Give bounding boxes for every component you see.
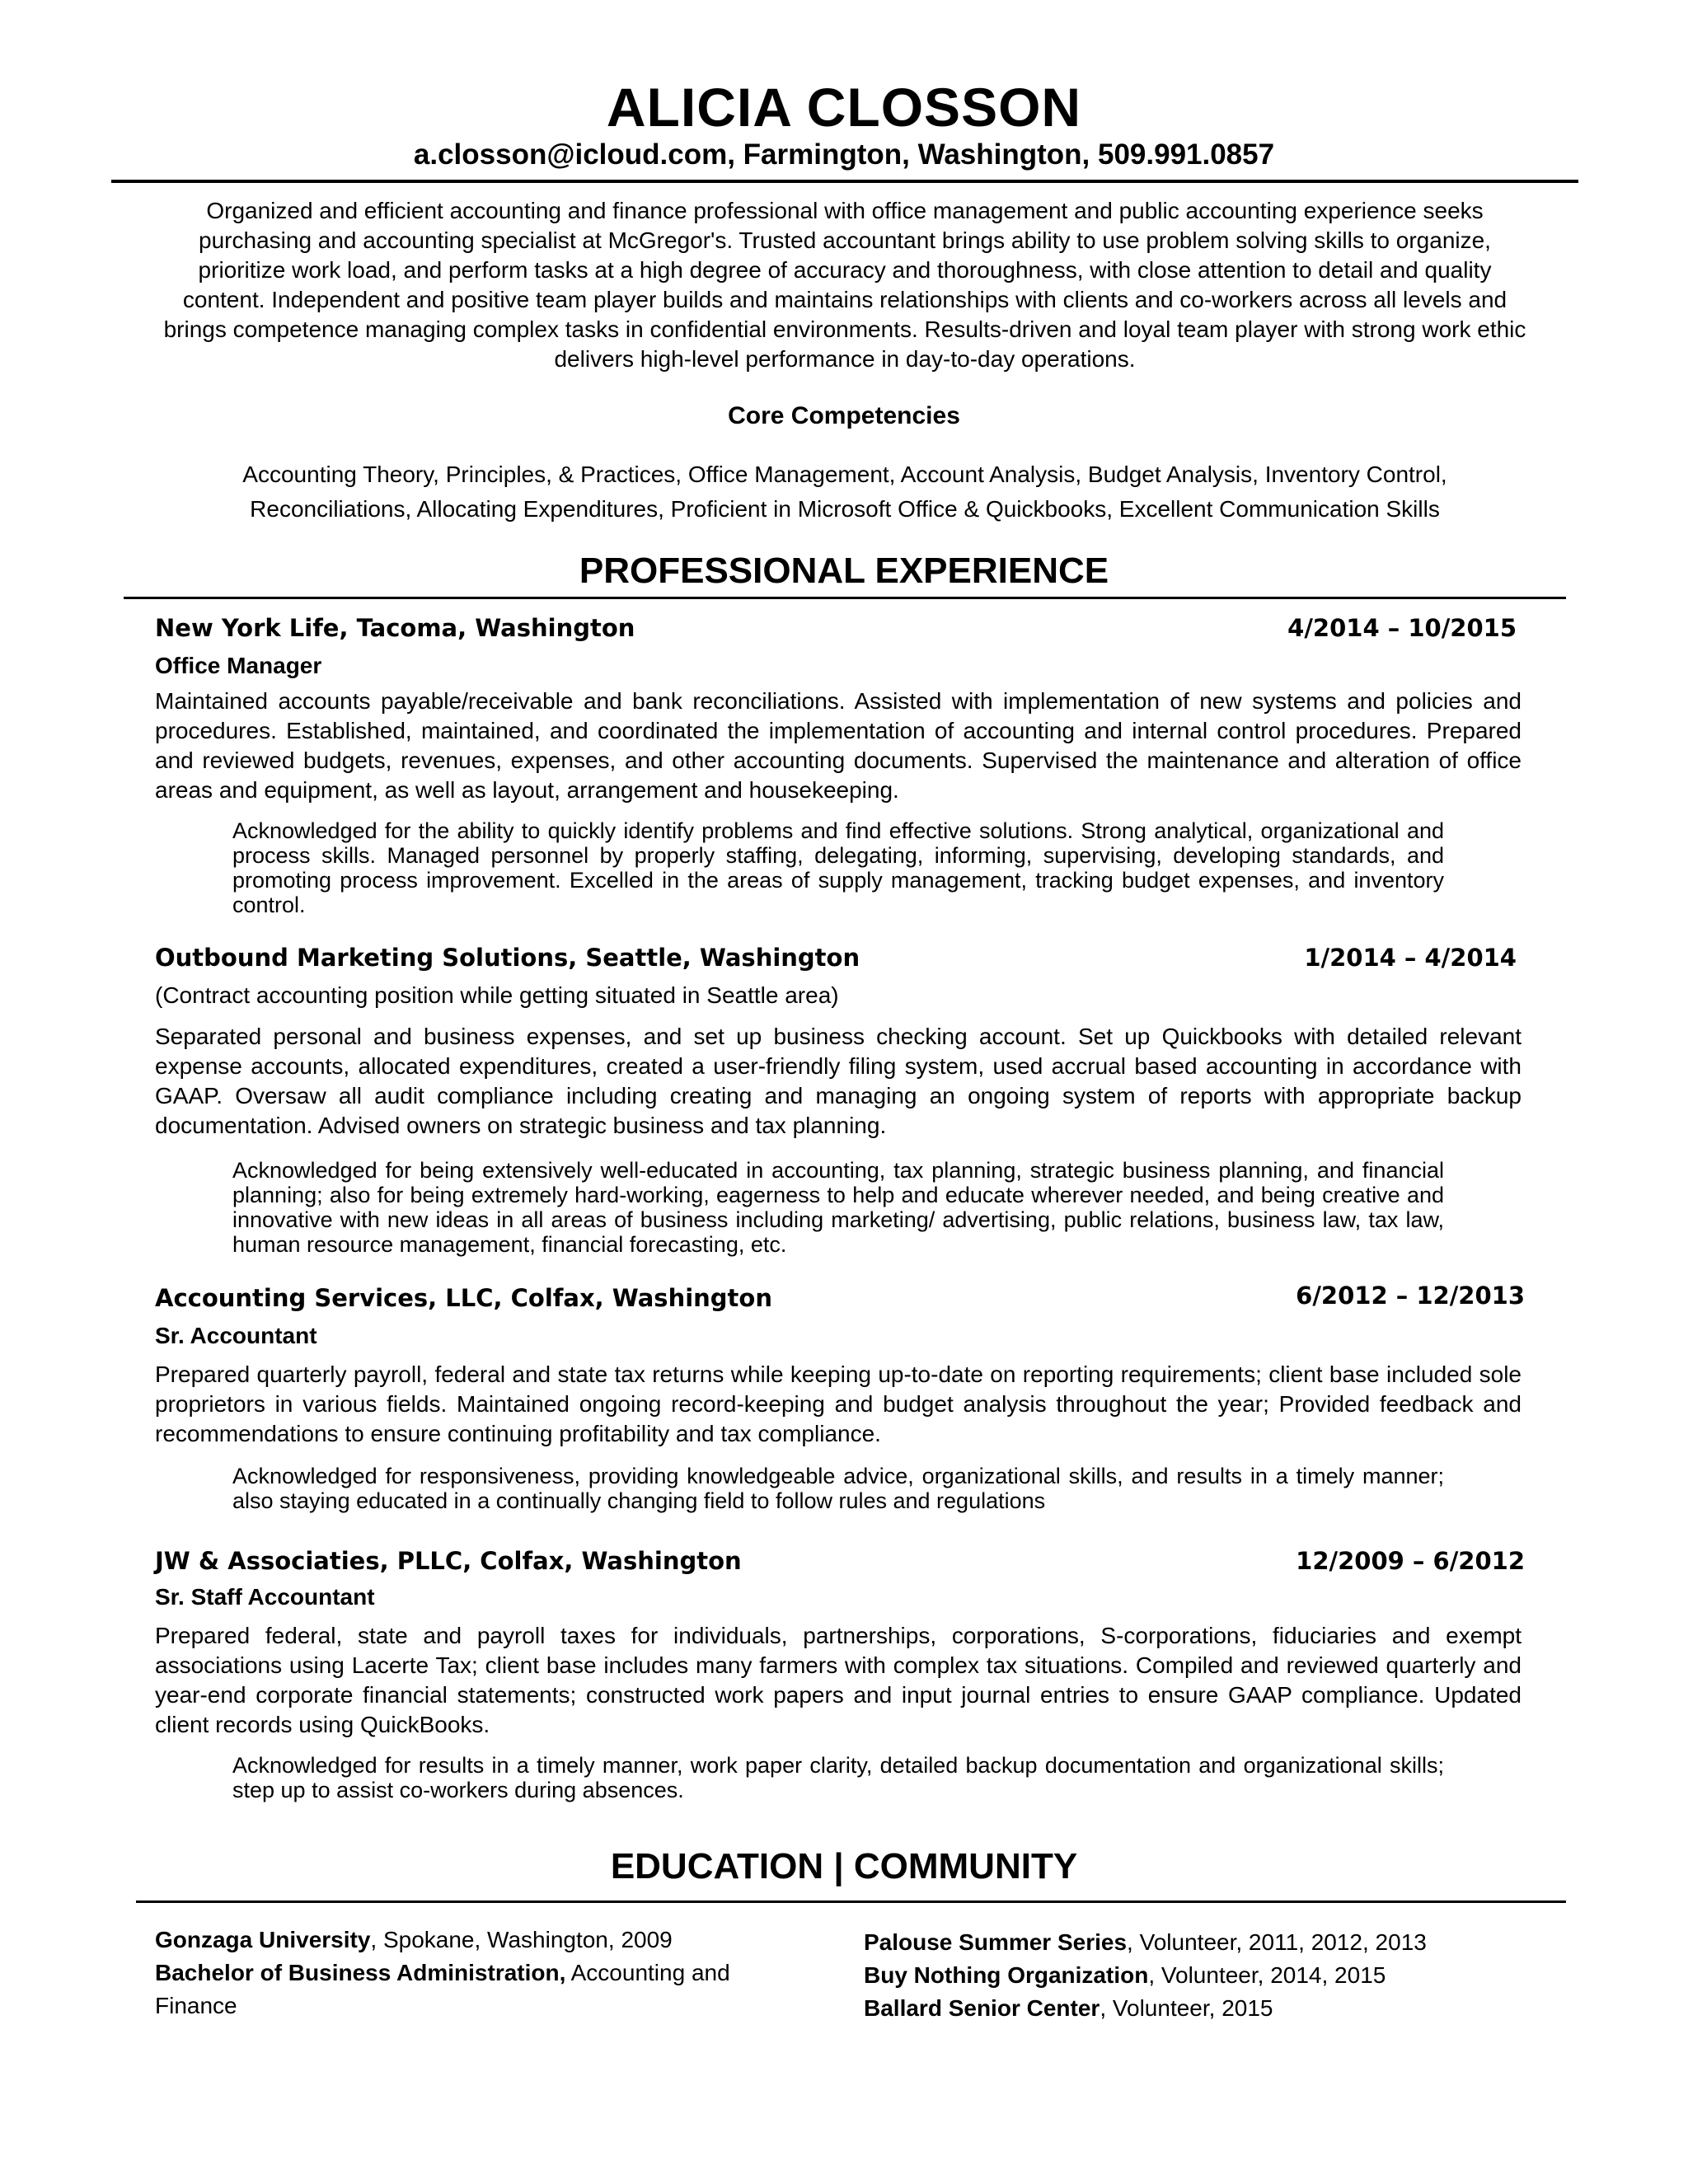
job-company: New York Life, Tacoma, Washington xyxy=(155,614,635,642)
degree-name: Bachelor of Business Administration, xyxy=(155,1960,566,1985)
education-heading: EDUCATION | COMMUNITY xyxy=(610,1846,1078,1886)
school-detail: , Spokane, Washington, 2009 xyxy=(370,1927,673,1952)
community-detail: , Volunteer, 2015 xyxy=(1100,1995,1273,2021)
competencies-line: Reconciliations, Allocating Expenditures, Proficient in Microsoft Office & Quickbooks, Excellent Communication Skills xyxy=(250,496,1440,522)
experience-heading: PROFESSIONAL EXPERIENCE xyxy=(579,551,1109,591)
experience-divider xyxy=(124,597,1566,599)
job-dates: 1/2014 – 4/2014 xyxy=(1304,944,1517,972)
community-detail: , Volunteer, 2011, 2012, 2013 xyxy=(1127,1929,1427,1955)
community-org: Palouse Summer Series xyxy=(864,1929,1128,1955)
job-description: Prepared federal, state and payroll taxes for individuals, partnerships, corporations, S-corporations, fiduciaries and exempt associations using Lacerte Tax; client base includes many farmers with complex tax situations. Compiled and reviewed quarterly and year-end corporate financial statements; constructed work papers and input journal entries to ensure GAAP compliance. Updated client records using QuickBooks. xyxy=(155,1623,1522,1737)
header-divider xyxy=(111,180,1578,183)
job-title: Sr. Accountant xyxy=(155,1323,317,1348)
school-name: Gonzaga University xyxy=(155,1927,371,1952)
job-acknowledgement: Acknowledged for results in a timely manner, work paper clarity, detailed backup documentation and organizational skills; step up to assist co-workers during absences. xyxy=(232,1753,1444,1802)
job-description: Prepared quarterly payroll, federal and state tax returns while keeping up-to-date on reporting requirements; client base included sole proprietors in various fields. Maintained ongoing record-keeping and budget analysis throughout the year; Provided feedback and recommendations to ensure continuing profitability and tax compliance. xyxy=(155,1361,1522,1446)
education-column xyxy=(155,1924,806,2022)
competencies-list xyxy=(165,457,1525,527)
competencies-line: Accounting Theory, Principles, & Practices, Office Management, Account Analysis, Budget Analysis, Inventory Control, xyxy=(242,462,1447,487)
job-company: Outbound Marketing Solutions, Seattle, Washington xyxy=(155,944,860,972)
contact-line: a.closson@icloud.com, Farmington, Washington, 509.991.0857 xyxy=(413,138,1275,171)
community-item xyxy=(864,1992,1564,2025)
community-detail: , Volunteer, 2014, 2015 xyxy=(1148,1962,1386,1988)
job-description: Maintained accounts payable/receivable and bank reconciliations. Assisted with implementation of new systems and policies and procedures. Established, maintained, and coordinated the implementation of accounting and internal control procedures. Prepared and reviewed budgets, revenues, expenses, and other accounting documents. Supervised the maintenance and alteration of office areas and equipment, as well as layout, arrangement and housekeeping. xyxy=(155,688,1522,803)
education-divider xyxy=(136,1900,1566,1903)
education-degree xyxy=(155,1957,806,2022)
competencies-heading: Core Competencies xyxy=(728,402,960,429)
job-dates: 4/2014 – 10/2015 xyxy=(1287,614,1517,642)
community-item xyxy=(864,1959,1564,1992)
community-item xyxy=(864,1926,1564,1959)
job-company: JW & Associaties, PLLC, Colfax, Washington xyxy=(155,1547,742,1575)
job-acknowledgement: Acknowledged for being extensively well-educated in accounting, tax planning, strategic business planning, and financial planning; also for being extremely hard-working, eagerness to help and educate wherever needed, and being creative and innovative with new ideas in all areas of business including marketing/ advertising, public relations, business law, tax law, human resource management, financial forecasting, etc. xyxy=(232,1158,1444,1257)
summary-paragraph: Organized and efficient accounting and finance professional with office management and public accounting experience seeks purchasing and accounting specialist at McGregor's. Trusted accountant brings ability to use problem solving skills to organize, prioritize work load, and perform tasks at a high degree of accuracy and thoroughness, with close attention to detail and quality content. Independent and positive team player builds and maintains relationships with clients and co-workers across all levels and brings competence managing complex tasks in confidential environments. Results-driven and loyal team player with strong work ethic delivers high-level performance in day-to-day operations. xyxy=(163,198,1526,372)
job-dates: 12/2009 – 6/2012 xyxy=(1296,1547,1525,1575)
community-org: Ballard Senior Center xyxy=(864,1995,1100,2021)
job-note: (Contract accounting position while getting situated in Seattle area) xyxy=(155,982,839,1008)
community-org: Buy Nothing Organization xyxy=(864,1962,1149,1988)
job-title: Sr. Staff Accountant xyxy=(155,1584,375,1610)
candidate-name: ALICIA CLOSSON xyxy=(606,77,1082,138)
community-column xyxy=(864,1926,1564,2025)
degree-detail: Accounting and Finance xyxy=(155,1960,730,2018)
job-acknowledgement: Acknowledged for responsiveness, providing knowledgeable advice, organizational skills, and results in a timely manner; also staying educated in a continually changing field to follow rules and regulations xyxy=(232,1464,1444,1513)
job-company: Accounting Services, LLC, Colfax, Washington xyxy=(155,1284,772,1312)
job-description: Separated personal and business expenses, and set up business checking account. Set up Quickbooks with detailed relevant expense accounts, allocated expenditures, created a user-friendly filing system, used accrual based accounting in accordance with GAAP. Oversaw all audit compliance including creating and managing an ongoing system of reports with appropriate backup documentation. Advised owners on strategic business and tax planning. xyxy=(155,1024,1522,1138)
job-dates: 6/2012 – 12/2013 xyxy=(1296,1282,1525,1310)
education-school xyxy=(155,1924,806,1957)
job-acknowledgement: Acknowledged for the ability to quickly identify problems and find effective solutions. Strong analytical, organizational and process skills. Managed personnel by properly staffing, delegating, informing, supervising, developing standards, and promoting process improvement. Excelled in the areas of supply management, tracking budget expenses, and inventory control. xyxy=(232,818,1444,917)
job-title: Office Manager xyxy=(155,653,322,678)
